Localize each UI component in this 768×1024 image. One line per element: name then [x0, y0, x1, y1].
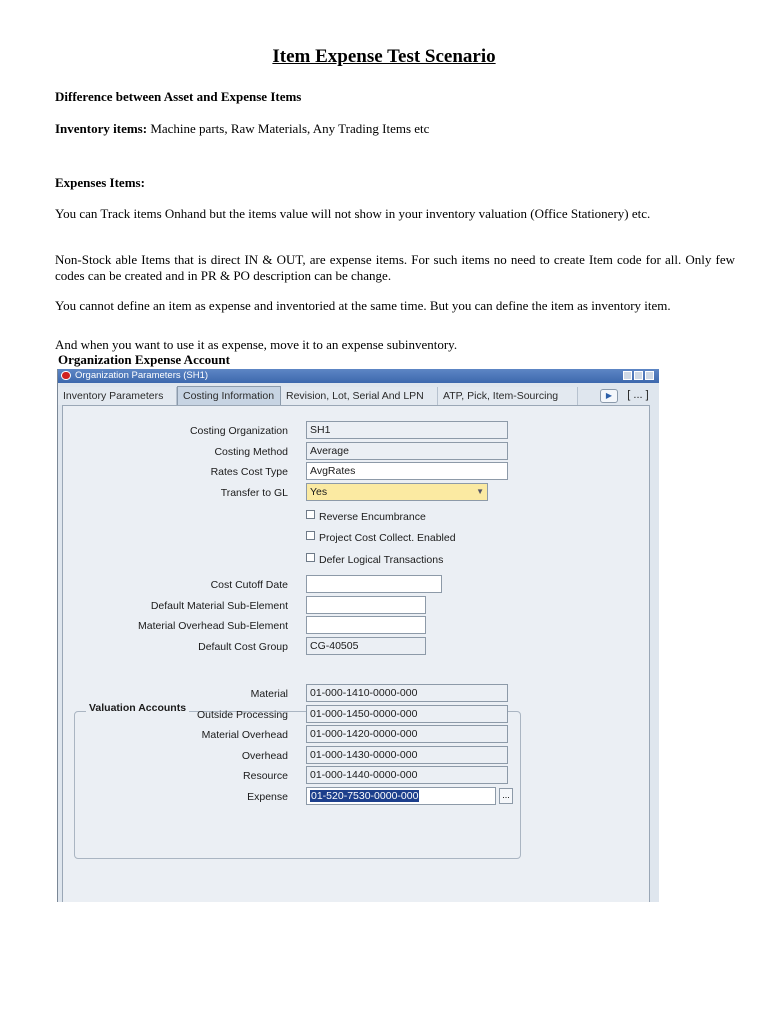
tab-inventory-parameters[interactable]: Inventory Parameters: [58, 387, 177, 405]
defer-logical-checkbox[interactable]: [306, 553, 443, 566]
costing-organization-label: Costing Organization: [189, 425, 288, 437]
maximize-icon[interactable]: [634, 371, 643, 380]
paragraph-track-items: You can Track items Onhand but the items value will not show in your inventory valuation (Office Stationery) etc.: [55, 206, 651, 221]
checkbox-icon: [306, 553, 315, 562]
rates-cost-type-label: Rates Cost Type: [210, 466, 288, 478]
default-material-sub-element-label: Default Material Sub-Element: [150, 600, 288, 612]
paragraph-define-item: You cannot define an item as expense and inventoried at the same time. But you can define the item as inventory item.: [55, 298, 671, 313]
costing-organization-field[interactable]: SH1: [306, 421, 508, 439]
tab-bar: [58, 385, 659, 405]
material-account-label: Material: [250, 688, 288, 700]
paragraph-move-subinventory: And when you want to use it as expense, move it to an expense subinventory.: [55, 337, 458, 352]
window-titlebar[interactable]: [58, 369, 659, 383]
material-overhead-account-field[interactable]: 01-000-1420-0000-000: [306, 725, 508, 743]
tab-revision-lot-serial[interactable]: Revision, Lot, Serial And LPN: [281, 387, 438, 405]
reverse-encumbrance-checkbox[interactable]: [306, 510, 426, 523]
resource-account-field[interactable]: 01-000-1440-0000-000: [306, 766, 508, 784]
inventory-items-line: [55, 121, 735, 137]
costing-information-panel: [62, 405, 650, 902]
organization-parameters-window: [57, 369, 659, 902]
default-cost-group-field[interactable]: CG-40505: [306, 637, 426, 655]
material-overhead-sub-element-field[interactable]: [306, 616, 426, 634]
cost-cutoff-date-field[interactable]: [306, 575, 442, 593]
window-title: Organization Parameters (SH1): [75, 370, 209, 381]
outside-processing-account-label: Outside Processing: [196, 709, 288, 721]
checkbox-icon: [306, 510, 315, 519]
rates-cost-type-field[interactable]: AvgRates: [306, 462, 508, 480]
figure-caption: Organization Expense Account: [58, 352, 230, 367]
reverse-encumbrance-label: Reverse Encumbrance: [319, 511, 426, 523]
close-icon[interactable]: [645, 371, 654, 380]
costing-method-field[interactable]: Average: [306, 442, 508, 460]
tab-scroll-right-icon[interactable]: ▶: [600, 389, 618, 403]
transfer-to-gl-value: Yes: [310, 486, 328, 498]
material-account-field[interactable]: 01-000-1410-0000-000: [306, 684, 508, 702]
transfer-to-gl-select[interactable]: [306, 483, 488, 501]
section-heading: Difference between Asset and Expense Items: [55, 89, 302, 104]
inventory-items-label: Inventory items:: [55, 121, 148, 136]
chevron-down-icon[interactable]: ▼: [476, 487, 484, 496]
paragraph-non-stock: Non-Stock able Items that is direct IN & OUT, are expense items. For such items no need to create Item code for all. Only few codes can be created and in PR & PO description can be change.: [55, 252, 735, 283]
expense-lov-button[interactable]: ...: [499, 788, 513, 804]
tab-list-button[interactable]: [ ... ]: [627, 389, 649, 401]
overhead-account-field[interactable]: 01-000-1430-0000-000: [306, 746, 508, 764]
expense-account-label: Expense: [247, 791, 288, 803]
checkbox-icon: [306, 531, 315, 540]
expense-items-heading: Expenses Items:: [55, 175, 145, 190]
default-material-sub-element-field[interactable]: [306, 596, 426, 614]
valuation-accounts-title: Valuation Accounts: [86, 702, 189, 714]
default-cost-group-label: Default Cost Group: [198, 641, 288, 653]
document-title: Item Expense Test Scenario: [272, 46, 496, 67]
tab-atp-pick-sourcing[interactable]: ATP, Pick, Item-Sourcing: [438, 387, 578, 405]
material-overhead-sub-element-label: Material Overhead Sub-Element: [138, 620, 288, 632]
transfer-to-gl-label: Transfer to GL: [220, 487, 288, 499]
material-overhead-account-label: Material Overhead: [201, 729, 288, 741]
resource-account-label: Resource: [243, 770, 288, 782]
defer-logical-label: Defer Logical Transactions: [319, 554, 444, 566]
expense-account-value: 01-520-7530-0000-000: [311, 790, 419, 802]
outside-processing-account-field[interactable]: 01-000-1450-0000-000: [306, 705, 508, 723]
project-cost-collect-checkbox[interactable]: [306, 531, 456, 544]
cost-cutoff-date-label: Cost Cutoff Date: [210, 579, 288, 591]
project-cost-collect-label: Project Cost Collect. Enabled: [319, 532, 456, 544]
expense-account-field[interactable]: [306, 787, 496, 805]
oracle-logo-icon: [61, 371, 71, 380]
inventory-items-text: Machine parts, Raw Materials, Any Trading Items etc: [147, 121, 430, 136]
costing-method-label: Costing Method: [214, 446, 288, 458]
overhead-account-label: Overhead: [241, 750, 288, 762]
minimize-icon[interactable]: [623, 371, 632, 380]
tab-costing-information[interactable]: Costing Information: [177, 386, 281, 406]
